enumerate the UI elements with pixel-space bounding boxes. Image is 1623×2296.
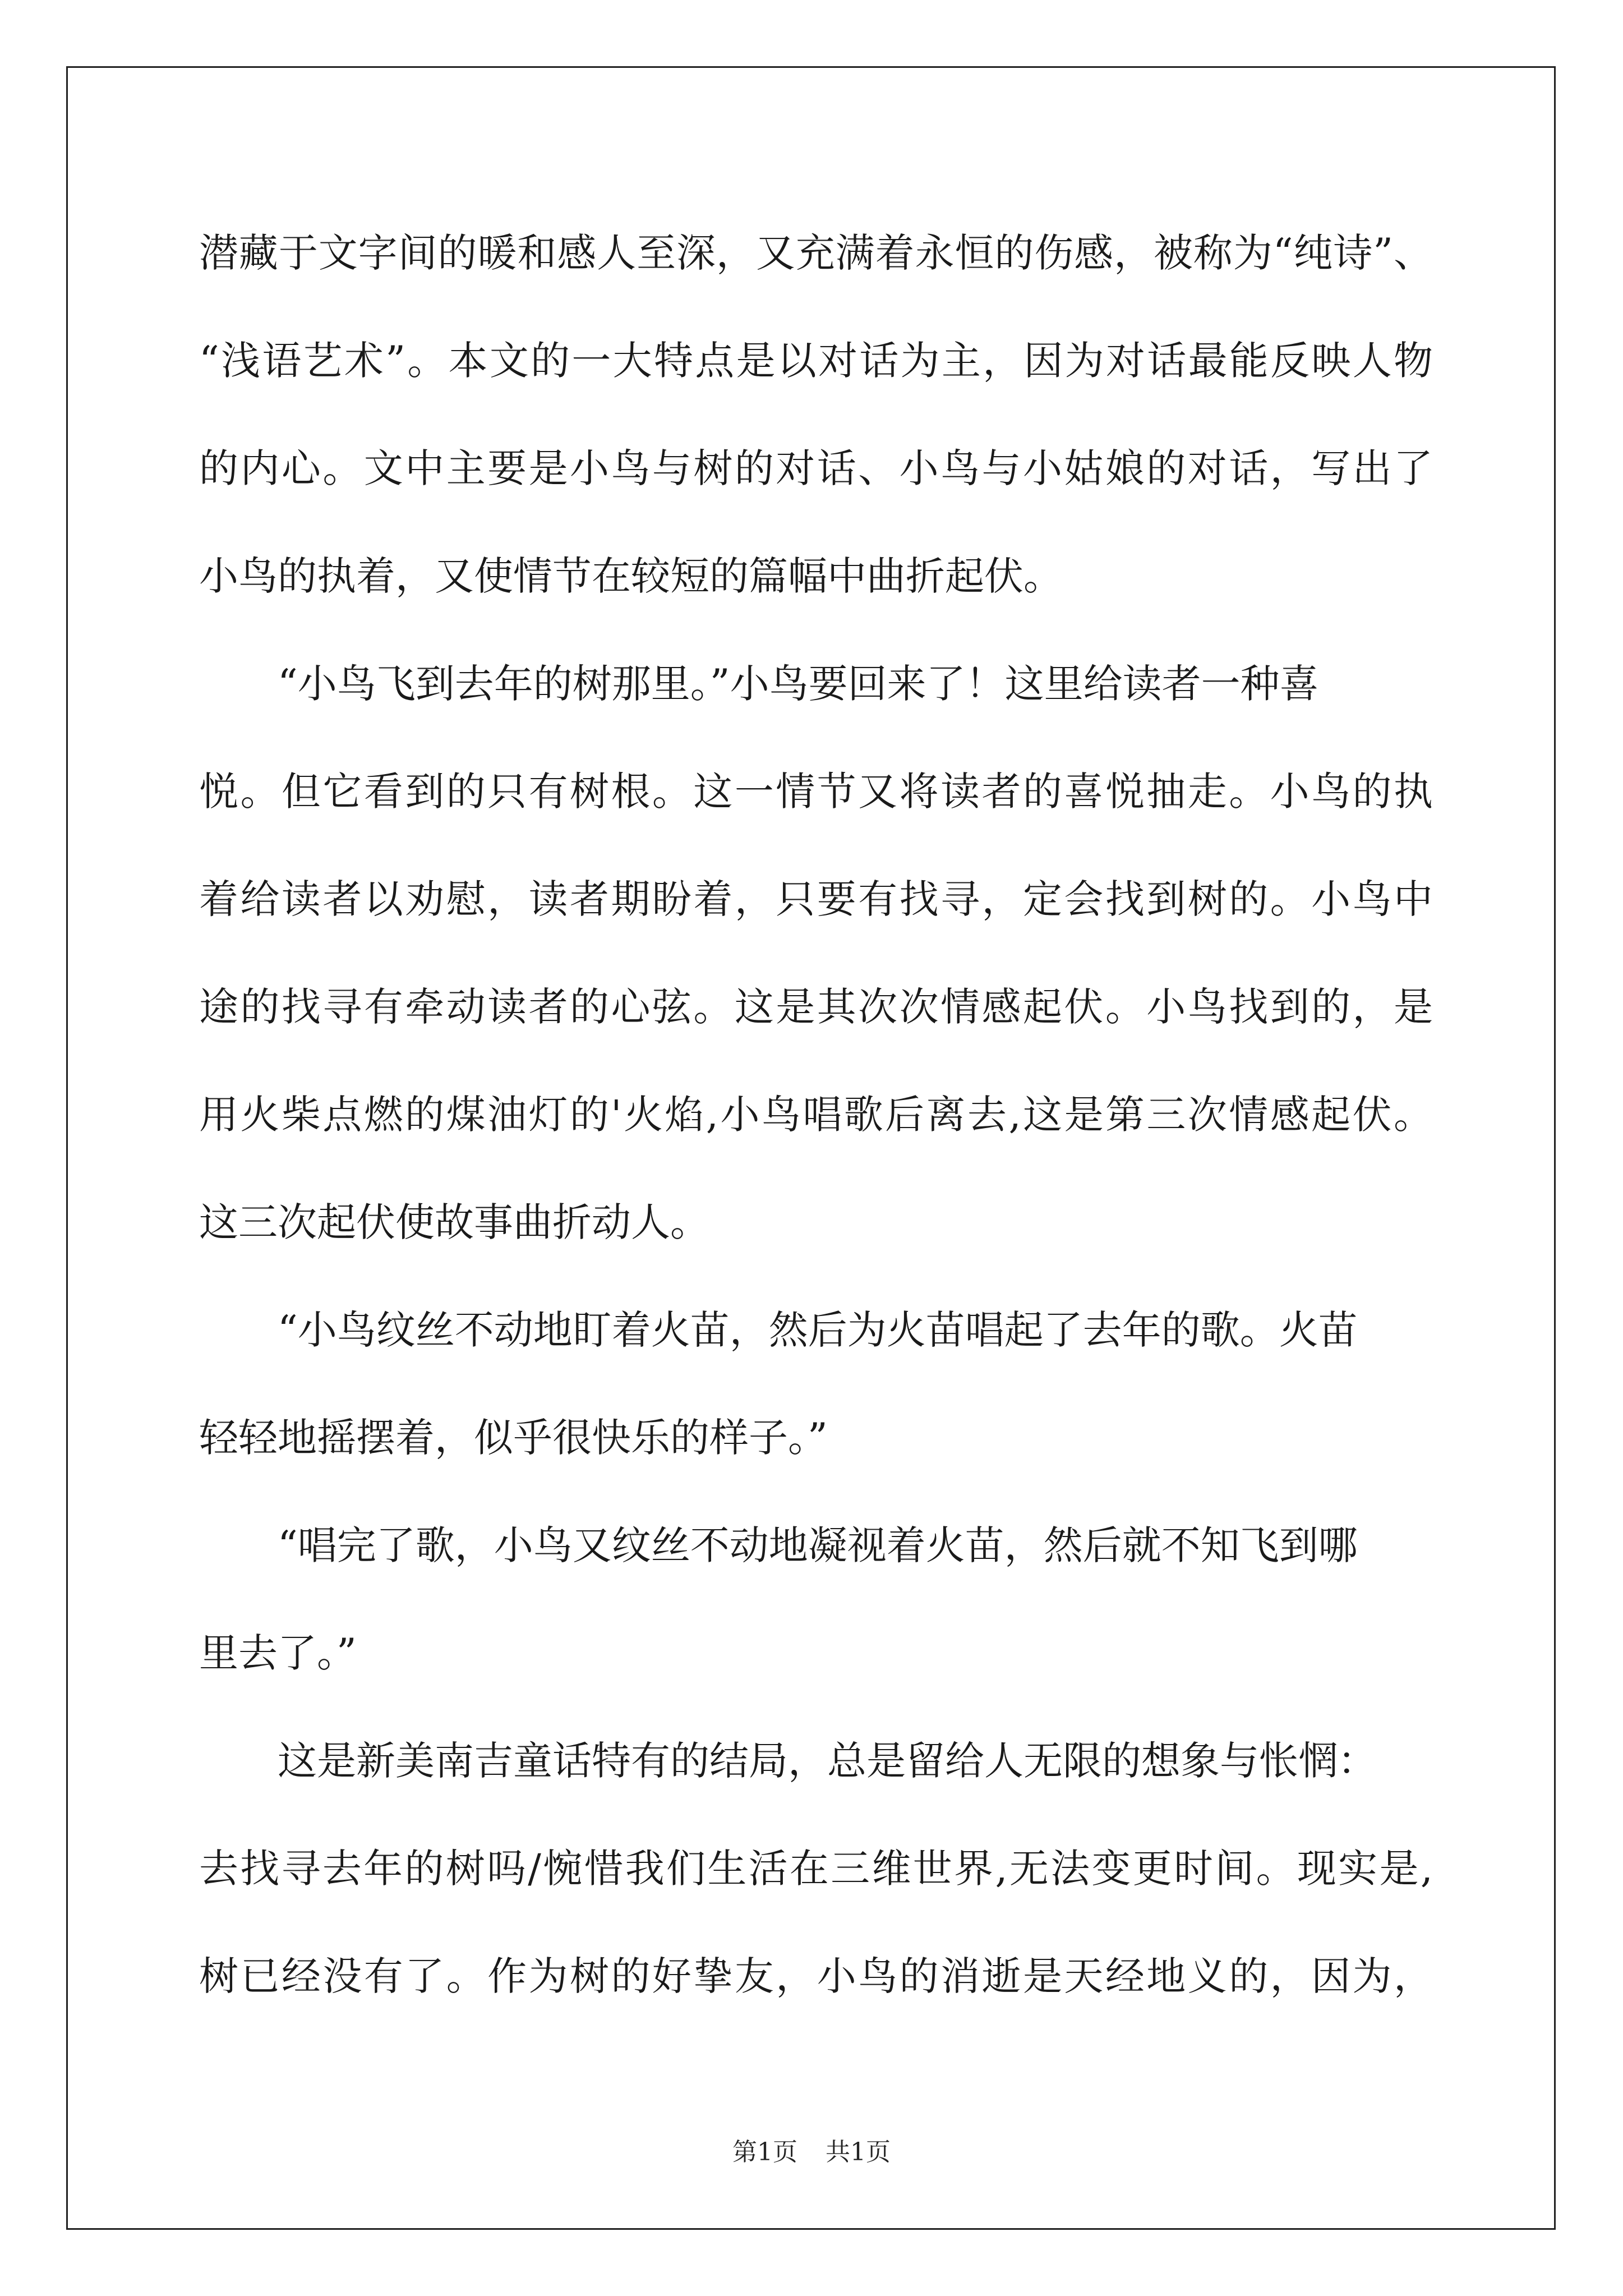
text-line: 的内心。文中主要是小鸟与树的对话、小鸟与小姑娘的对话，写出了 <box>199 445 1433 491</box>
text-line: 这是新美南吉童话特有的结局，总是留给人无限的想象与怅惘： <box>278 1738 1377 1784</box>
text-line: 这三次起伏使故事曲折动人。 <box>199 1199 709 1245</box>
text-line: 树已经没有了。作为树的好挚友，小鸟的消逝是天经地义的，因为， <box>199 1953 1433 1999</box>
text-line: “唱完了歌，小鸟又纹丝不动地凝视着火苗，然后就不知飞到哪 <box>278 1522 1358 1568</box>
document-body <box>199 199 1433 2030</box>
text-line: 轻轻地摇摆着，似乎很快乐的样子。” <box>199 1415 828 1461</box>
text-line: 悦。但它看到的只有树根。这一情节又将读者的喜悦抽走。小鸟的执 <box>199 769 1433 815</box>
page-total: 共1页 <box>826 2138 891 2166</box>
page-footer <box>0 2132 1623 2168</box>
page-number: 第1页 <box>732 2138 797 2166</box>
text-line: 用火柴点燃的煤油灯的'火焰,小鸟唱歌后离去,这是第三次情感起伏。 <box>199 1092 1433 1138</box>
text-line: “小鸟纹丝不动地盯着火苗，然后为火苗唱起了去年的歌。火苗 <box>278 1307 1358 1353</box>
text-line: “浅语艺术”。本文的一大特点是以对话为主，因为对话最能反映人物 <box>199 338 1433 384</box>
text-line: 小鸟的执着，又使情节在较短的篇幅中曲折起伏。 <box>199 553 1063 599</box>
text-line: “小鸟飞到去年的树那里。”小鸟要回来了！这里给读者一种喜 <box>278 661 1319 707</box>
text-line: 潜藏于文字间的暖和感人至深，又充满着永恒的伤感，被称为“纯诗”、 <box>199 230 1433 276</box>
text-line: 着给读者以劝慰，读者期盼着，只要有找寻，定会找到树的。小鸟中 <box>199 876 1433 922</box>
text-line: 里去了。” <box>199 1630 357 1676</box>
text-line: 去找寻去年的树吗/惋惜我们生活在三维世界,无法变更时间。现实是, <box>199 1846 1433 1892</box>
text-line: 途的找寻有牵动读者的心弦。这是其次次情感起伏。小鸟找到的，是 <box>199 984 1433 1030</box>
